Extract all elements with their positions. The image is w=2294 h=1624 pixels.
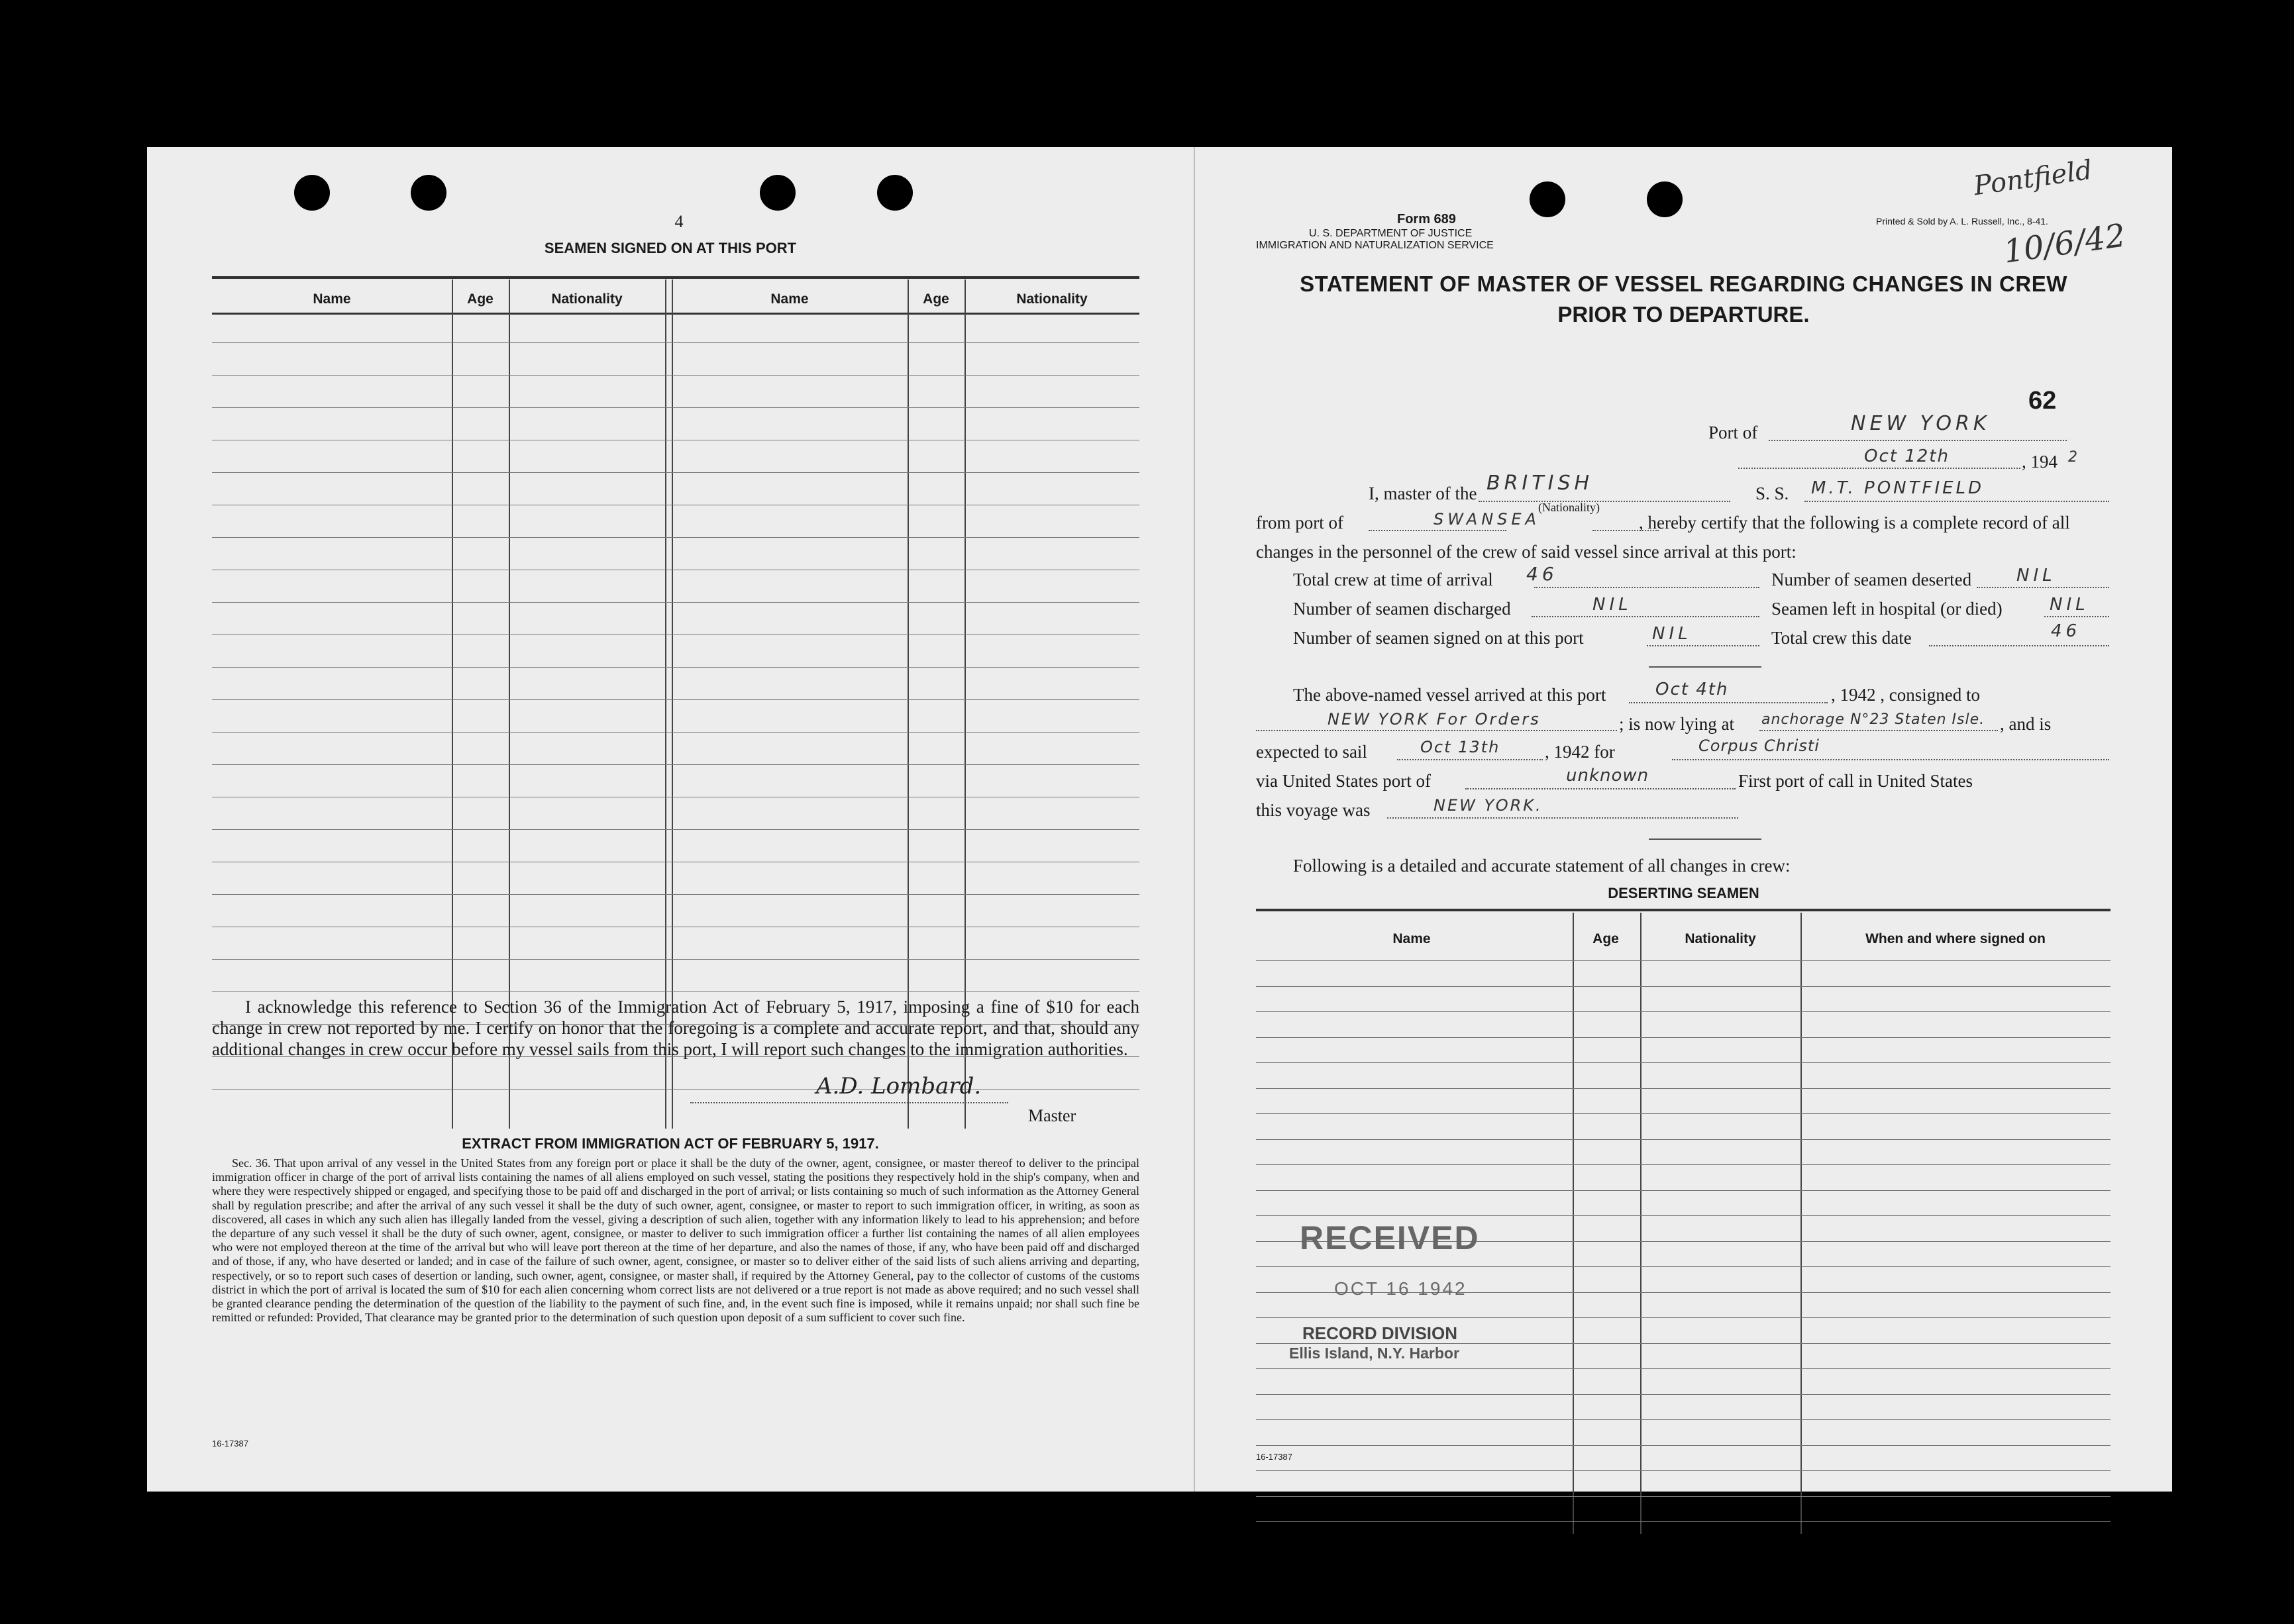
ss-label: S. S. [1755,483,1789,503]
col-name-header-2: Name [770,291,809,307]
table-row [212,829,1139,830]
table-row [212,537,1139,538]
stamp-location: Ellis Island, N.Y. Harbor [1289,1345,1459,1362]
first-port-label: First port of call in United States [1738,771,1973,791]
table-row [212,699,1139,700]
punch-hole [411,175,446,211]
sheet-number: 62 [2028,387,2057,415]
voyage-label: this voyage was [1256,800,1371,820]
total-crew-arrival-value: 46 [1526,563,1558,585]
nationality-value: BRITISH [1486,472,1594,495]
col-age-header: Age [1592,931,1619,946]
hospital-label: Seamen left in hospital (or died) [1771,599,2003,619]
date-value: Oct 12th [1864,446,1950,466]
master-of-label: I, master of the [1369,483,1477,503]
table-row [212,472,1139,473]
port-label: Port of [1708,423,1758,442]
table-row [212,1089,1139,1090]
lying-value: anchorage N°23 Staten Isle. [1761,711,1985,728]
punch-hole [294,175,330,211]
table-row [212,602,1139,603]
arrived-value: Oct 4th [1655,680,1729,699]
sail-value: Oct 13th [1420,738,1500,756]
consigned-label: , 1942 , consigned to [1831,685,1980,705]
total-crew-arrival-label: Total crew at time of arrival [1293,570,1493,589]
acknowledgement-text: I acknowledge this reference to Section 36 of the Immigration Act of February 5, 1917, imposing a fine of $10 for each change in crew not reported by me. I certify on honor that the foregoing is a complete and accurate report, and that, should any additional changes in crew occur before my vessel sails from this port, I will report such changes to the immigration authorities. [212,997,1139,1059]
for-value: Corpus Christi [1698,736,1820,755]
vessel-name: M.T. PONTFIELD [1811,478,1985,498]
table-row [1256,1062,2111,1063]
punch-hole [760,175,796,211]
col-name-header: Name [313,291,351,307]
table-row [1256,1419,2111,1420]
deserted-label: Number of seamen deserted [1771,570,1972,589]
stamp-date: OCT 16 1942 [1334,1278,1467,1299]
form-title-line1: STATEMENT OF MASTER OF VESSEL REGARDING CHANGES IN CREW [1300,272,2067,296]
handwritten-date-note: 10/6/42 [2001,217,2128,271]
right-page [1194,147,2172,1492]
deserted-value: NIL [2016,566,2056,585]
signed-on-label: Number of seamen signed on at this port [1293,628,1584,648]
table-row [212,342,1139,343]
table-row [1256,1037,2111,1038]
year-digit: 2 [2068,449,2081,466]
printer-credit: Printed & Sold by A. L. Russell, Inc., 8-41. [1876,216,2048,227]
table-row [1256,1088,2111,1089]
table-row [1256,1164,2111,1165]
via-value: unknown [1566,766,1649,786]
table-row [1256,1368,2111,1369]
table-row [1256,1190,2111,1191]
form-title-line2: PRIOR TO DEPARTURE. [1557,302,1810,327]
col-age-header: Age [467,291,494,307]
punch-hole [1530,181,1565,217]
section-title: SEAMEN SIGNED ON AT THIS PORT [544,240,797,256]
nationality-caption: (Nationality) [1538,501,1600,514]
arrived-label: The above-named vessel arrived at this port [1293,685,1606,705]
table-row [212,667,1139,668]
certify-text: , hereby certify that the following is a complete record of all [1639,513,2070,533]
consignee-value: NEW YORK For Orders [1328,710,1541,729]
master-signature: A.D. Lombard. [816,1073,982,1099]
punch-hole [1647,181,1683,217]
extract-title: EXTRACT FROM IMMIGRATION ACT OF FEBRUARY 5, 1917. [462,1135,879,1152]
col-signed-on-header: When and where signed on [1865,931,2046,946]
table-row [212,375,1139,376]
master-label: Master [1028,1106,1076,1125]
col-nationality-header-2: Nationality [1016,291,1088,307]
table-row [1256,1113,2111,1114]
col-nationality-header: Nationality [551,291,623,307]
total-today-label: Total crew this date [1771,628,1912,648]
for-label: , 1942 for [1545,742,1615,762]
signed-on-value: NIL [1652,624,1692,644]
table-row [1256,1215,2111,1216]
stamp-received: RECEIVED [1300,1219,1480,1256]
table-row [1256,1266,2111,1267]
form-code: 16-17387 [212,1439,248,1448]
department-name: U. S. DEPARTMENT OF JUSTICE [1309,228,1473,239]
from-port-value: SWANSEA [1434,510,1540,529]
form-code: 16-17387 [1256,1452,1292,1462]
service-name: IMMIGRATION AND NATURALIZATION SERVICE [1256,240,1494,251]
table-row [1256,1317,2111,1318]
table-row [212,732,1139,733]
page-number: 4 [674,212,684,231]
table-row [212,959,1139,960]
changes-text: changes in the personnel of the crew of said vessel since arrival at this port: [1256,542,1797,562]
lying-label: ; is now lying at [1619,714,1734,734]
form-number: Form 689 [1397,212,1456,227]
table-row [1256,1394,2111,1395]
and-is-text: , and is [2000,714,2052,734]
handwritten-vessel-note: Pontfield [1971,154,2095,202]
table-row [212,991,1139,992]
year-suffix: , 194 [2022,452,2058,472]
col-nationality-header: Nationality [1685,931,1756,946]
via-label: via United States port of [1256,771,1431,791]
table-row [212,634,1139,635]
table-row [1256,1139,2111,1140]
following-text: Following is a detailed and accurate statement of all changes in crew: [1293,856,1791,876]
left-page [147,147,1194,1492]
punch-hole [877,175,913,211]
table-row [1256,960,2111,961]
col-name-header: Name [1392,931,1431,946]
table-row [1256,1496,2111,1497]
table-row [212,894,1139,895]
deserting-title: DESERTING SEAMEN [1608,885,1759,901]
total-today-value: 46 [2051,621,2081,641]
table-row [1256,1011,2111,1012]
table-row [212,407,1139,408]
table-row [1256,1445,2111,1446]
discharged-label: Number of seamen discharged [1293,599,1511,619]
table-row [1256,1521,2111,1522]
voyage-value: NEW YORK. [1434,796,1543,815]
extract-text: Sec. 36. That upon arrival of any vessel in the United States from any foreign port or place it shall be the duty of the owner, agent, consignee, or master thereof to deliver to the principal immigration officer in charge of the port of arrival lists containing the names of all aliens employed on such vessel, stating the positions they respectively hold in the ship's company, when and where they were respectively shipped or engaged, and specifying those to be paid off and discharged in the port of arrival; or lists containing so much of such information as the Attorney General shall by regulation prescribe; and after the arrival of any such vessel it shall be the duty of such owner, agent, consignee, or master to report to such immigration officer, in writing, as soon as discovered, all cases in which any such alien has illegally landed from the vessel, giving a description of such alien, together with any information likely to lead to his apprehension; and before the departure of any such vessel it shall be the duty of such owner, agent, consignee, or master to deliver to such immigration officer a further list containing the names of all alien employees who were not employed thereon at the time of the arrival but who will leave port thereon at the time of her departure, and also the names of those, if any, who have been paid off and discharged and of those, if any, who have deserted or landed; and in case of the failure of such owner, agent, consignee, or master so to deliver either of the said lists of such aliens arriving and departing, respectively, or so to report such cases of desertion or landing, such owner, agent, consignee, or master shall, if required by the Attorney General, pay to the collector of customs of the customs district in which the port of arrival is located the sum of $10 for each alien concerning whom correct lists are not delivered or a true report is not made as above required; and no such vessel shall be granted clearance pending the determination of the question of the liability to the payment of such fine, and, in the event such fine is imposed, while it remains unpaid; nor shall such fine be remitted or refunded: Provided, That clearance may be granted prior to the determination of such question upon deposit of a sum sufficient to cover such fine. [212,1156,1139,1325]
stamp-division: RECORD DIVISION [1302,1323,1458,1343]
from-port-label: from port of [1256,513,1343,533]
port-value: NEW YORK [1851,412,1991,435]
sail-label: expected to sail [1256,742,1367,762]
hospital-value: NIL [2050,595,2089,615]
discharged-value: NIL [1592,595,1632,615]
table-row [212,764,1139,765]
table-row [1256,1470,2111,1471]
table-row [1256,986,2111,987]
col-age-header-2: Age [923,291,949,307]
